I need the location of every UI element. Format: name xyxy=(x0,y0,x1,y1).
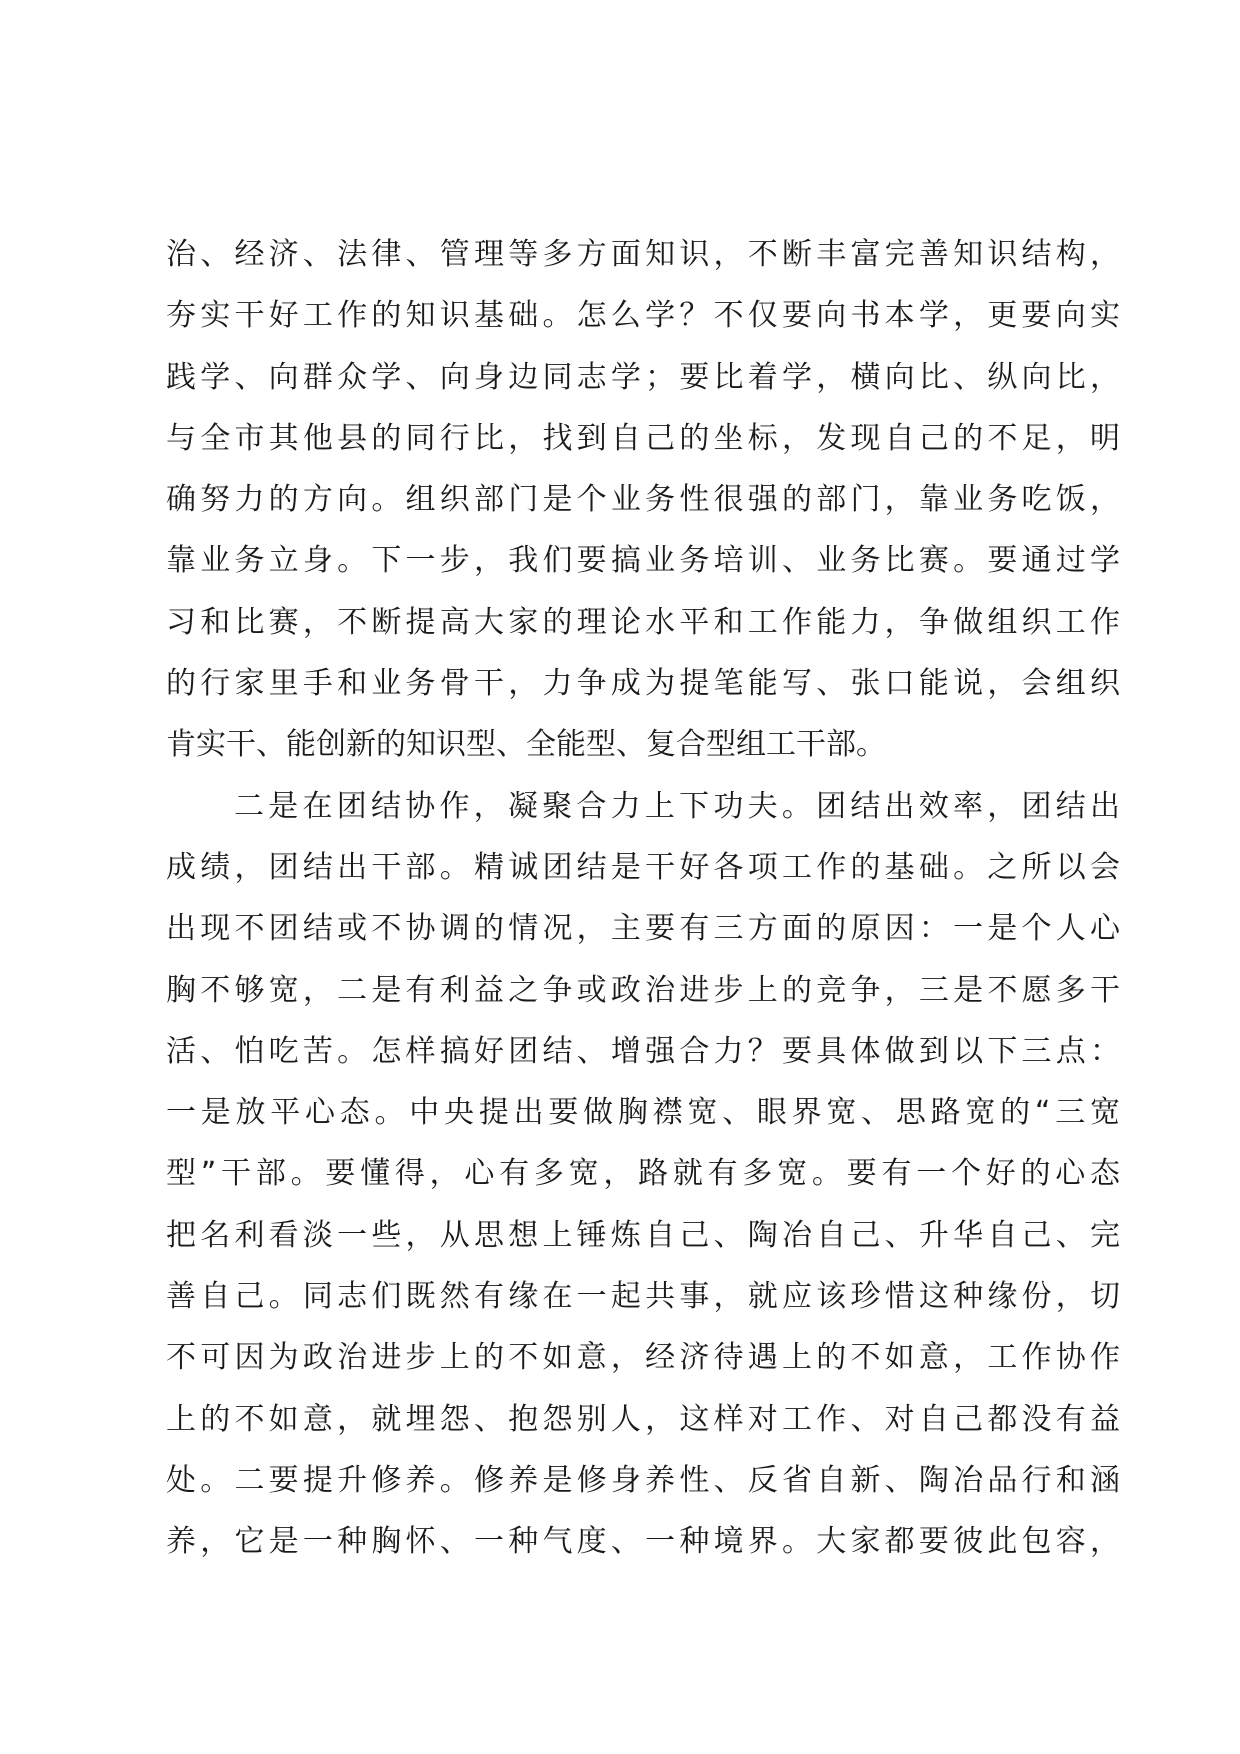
text-line: 确努力的方向。组织部门是个业务性很强的部门，靠业务吃饭， xyxy=(166,482,1120,518)
text-line: 胸不够宽，二是有利益之争或政治进步上的竞争，三是不愿多干 xyxy=(166,972,1120,1008)
text-line: 靠业务立身。下一步，我们要搞业务培训、业务比赛。要通过学 xyxy=(166,543,1120,579)
text-line: 夯实干好工作的知识基础。怎么学？不仅要向书本学，更要向实 xyxy=(166,298,1120,334)
text-line: 出现不团结或不协调的情况，主要有三方面的原因：一是个人心 xyxy=(166,911,1120,947)
text-line: 型”干部。要懂得，心有多宽，路就有多宽。要有一个好的心态 xyxy=(166,1156,1120,1192)
paragraph-last-line: 肯实干、能创新的知识型、全能型、复合型组工干部。 xyxy=(166,727,886,763)
text-line: 成绩，团结出干部。精诚团结是干好各项工作的基础。之所以会 xyxy=(166,849,1120,885)
text-line: 把名利看淡一些，从思想上锤炼自己、陶冶自己、升华自己、完 xyxy=(166,1217,1120,1253)
text-line: 习和比赛，不断提高大家的理论水平和工作能力，争做组织工作 xyxy=(166,604,1120,640)
text-line: 践学、向群众学、向身边同志学；要比着学，横向比、纵向比， xyxy=(166,359,1120,395)
text-line: 的行家里手和业务骨干，力争成为提笔能写、张口能说，会组织 xyxy=(166,666,1120,702)
body-text xyxy=(166,224,1120,1573)
text-line: 养，它是一种胸怀、一种气度、一种境界。大家都要彼此包容， xyxy=(166,1524,1120,1560)
text-line: 上的不如意，就埋怨、抱怨别人，这样对工作、对自己都没有益 xyxy=(166,1401,1120,1437)
text-line: 治、经济、法律、管理等多方面知识，不断丰富完善知识结构， xyxy=(166,237,1120,272)
text-line: 与全市其他县的同行比，找到自己的坐标，发现自己的不足，明 xyxy=(166,420,1120,456)
text-line: 活、怕吃苦。怎样搞好团结、增强合力？要具体做到以下三点： xyxy=(166,1033,1120,1069)
text-line: 一是放平心态。中央提出要做胸襟宽、眼界宽、思路宽的“三宽 xyxy=(166,1095,1120,1131)
text-line: 善自己。同志们既然有缘在一起共事，就应该珍惜这种缘份，切 xyxy=(166,1279,1120,1315)
text-line: 处。二要提升修养。修养是修身养性、反省自新、陶冶品行和涵 xyxy=(166,1462,1120,1498)
paragraph-first-line: 二是在团结协作，凝聚合力上下功夫。团结出效率，团结出 xyxy=(234,788,1120,824)
text-line: 不可因为政治进步上的不如意，经济待遇上的不如意，工作协作 xyxy=(166,1340,1120,1376)
